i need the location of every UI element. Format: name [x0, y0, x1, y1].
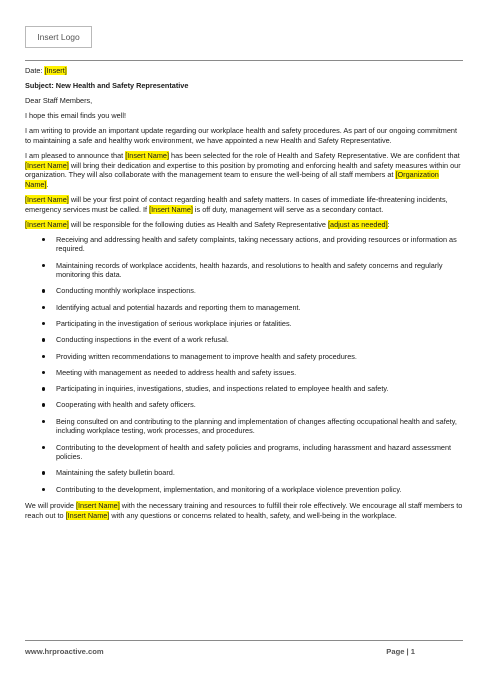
duties-list — [25, 235, 463, 495]
date-label: Date: — [25, 66, 45, 75]
list-item: Meeting with management as needed to address health and safety issues. — [55, 368, 463, 378]
date-line — [25, 66, 463, 76]
paragraph-intro: I am writing to provide an important update regarding our workplace health and safety procedures. As part of our ongoing commitment to maintaining a safe and healthy work environment, we have appointed a new Health and Safety Representative. — [25, 126, 457, 145]
name-placeholder: [Insert Name] — [149, 204, 193, 214]
subject-line: Subject: New Health and Safety Representative — [25, 81, 189, 91]
list-item: Conducting monthly workplace inspections. — [55, 286, 463, 296]
list-item: Participating in inquiries, investigations, studies, and inspections related to employee health and safety. — [55, 384, 463, 394]
list-item: Maintaining records of workplace accidents, health hazards, and resolutions to health and safety concerns and regularly monitoring this data. — [55, 261, 463, 280]
list-item: Cooperating with health and safety officers. — [55, 400, 463, 410]
list-item: Maintaining the safety bulletin board. — [55, 468, 463, 478]
greeting: Dear Staff Members, — [25, 96, 93, 106]
list-item: Conducting inspections in the event of a work refusal. — [55, 335, 463, 345]
list-item: Providing written recommendations to management to improve health and safety procedures. — [55, 352, 463, 362]
paragraph-duties-intro: [Insert Name] will be responsible for the following duties as Health and Safety Representative [adjust as needed]: — [25, 219, 390, 229]
list-item: Identifying actual and potential hazards and reporting them to management. — [55, 303, 463, 313]
opening-line: I hope this email finds you well! — [25, 111, 126, 121]
name-placeholder: [Insert Name] — [65, 510, 110, 520]
organization-placeholder: [Organization Name] — [25, 170, 439, 189]
paragraph-announcement: I am pleased to announce that [Insert Name] has been selected for the role of Health and Safety Representative. We are confident that [Insert Name] will bring their dedication and expertise to this position by promoting and enforcing health and safety measures within our organization. They will also collaborate with the management team to ensure the well-being of all staff members at [Organization Name]. — [25, 151, 461, 189]
paragraph-contact: [Insert Name] will be your first point of contact regarding health and safety matters. In cases of immediate life-threatening incidents, emergency services must be called. If [Insert Name] is off duty, management will serve as a secondary contact. — [25, 194, 448, 214]
name-placeholder: [Insert Name] — [125, 151, 169, 161]
footer-divider — [25, 640, 463, 641]
list-item: Contributing to the development, implementation, and monitoring of a workplace violence prevention policy. — [55, 485, 463, 495]
paragraph-closing: We will provide [Insert Name] with the necessary training and resources to fulfill their role effectively. We encourage all staff members to reach out to [Insert Name] with any questions or concerns related to health, safety, and well-being in the workplace. — [25, 501, 463, 520]
logo-placeholder: Insert Logo — [25, 26, 92, 48]
name-placeholder: [Insert Name] — [25, 160, 69, 170]
list-item: Participating in the investigation of serious workplace injuries or fatalities. — [55, 319, 463, 329]
letter-body — [25, 66, 463, 526]
date-placeholder: [Insert] — [44, 66, 67, 75]
footer-url[interactable]: www.hrproactive.com — [25, 647, 104, 656]
adjust-placeholder: [adjust as needed] — [327, 219, 388, 229]
list-item: Receiving and addressing health and safety complaints, taking necessary actions, and providing resources or information as required. — [55, 235, 463, 254]
name-placeholder: [Insert Name] — [25, 194, 69, 204]
name-placeholder: [Insert Name] — [25, 219, 69, 229]
list-item: Being consulted on and contributing to the planning and implementation of changes affecting occupational health and safety, including workplace testing, work processes, and procedures. — [55, 417, 463, 436]
page-number: Page | 1 — [386, 647, 415, 656]
header-divider — [25, 60, 463, 61]
list-item: Contributing to the development of health and safety policies and programs, including harassment and hazard assessment policies. — [55, 443, 463, 462]
name-placeholder: [Insert Name] — [75, 501, 120, 511]
